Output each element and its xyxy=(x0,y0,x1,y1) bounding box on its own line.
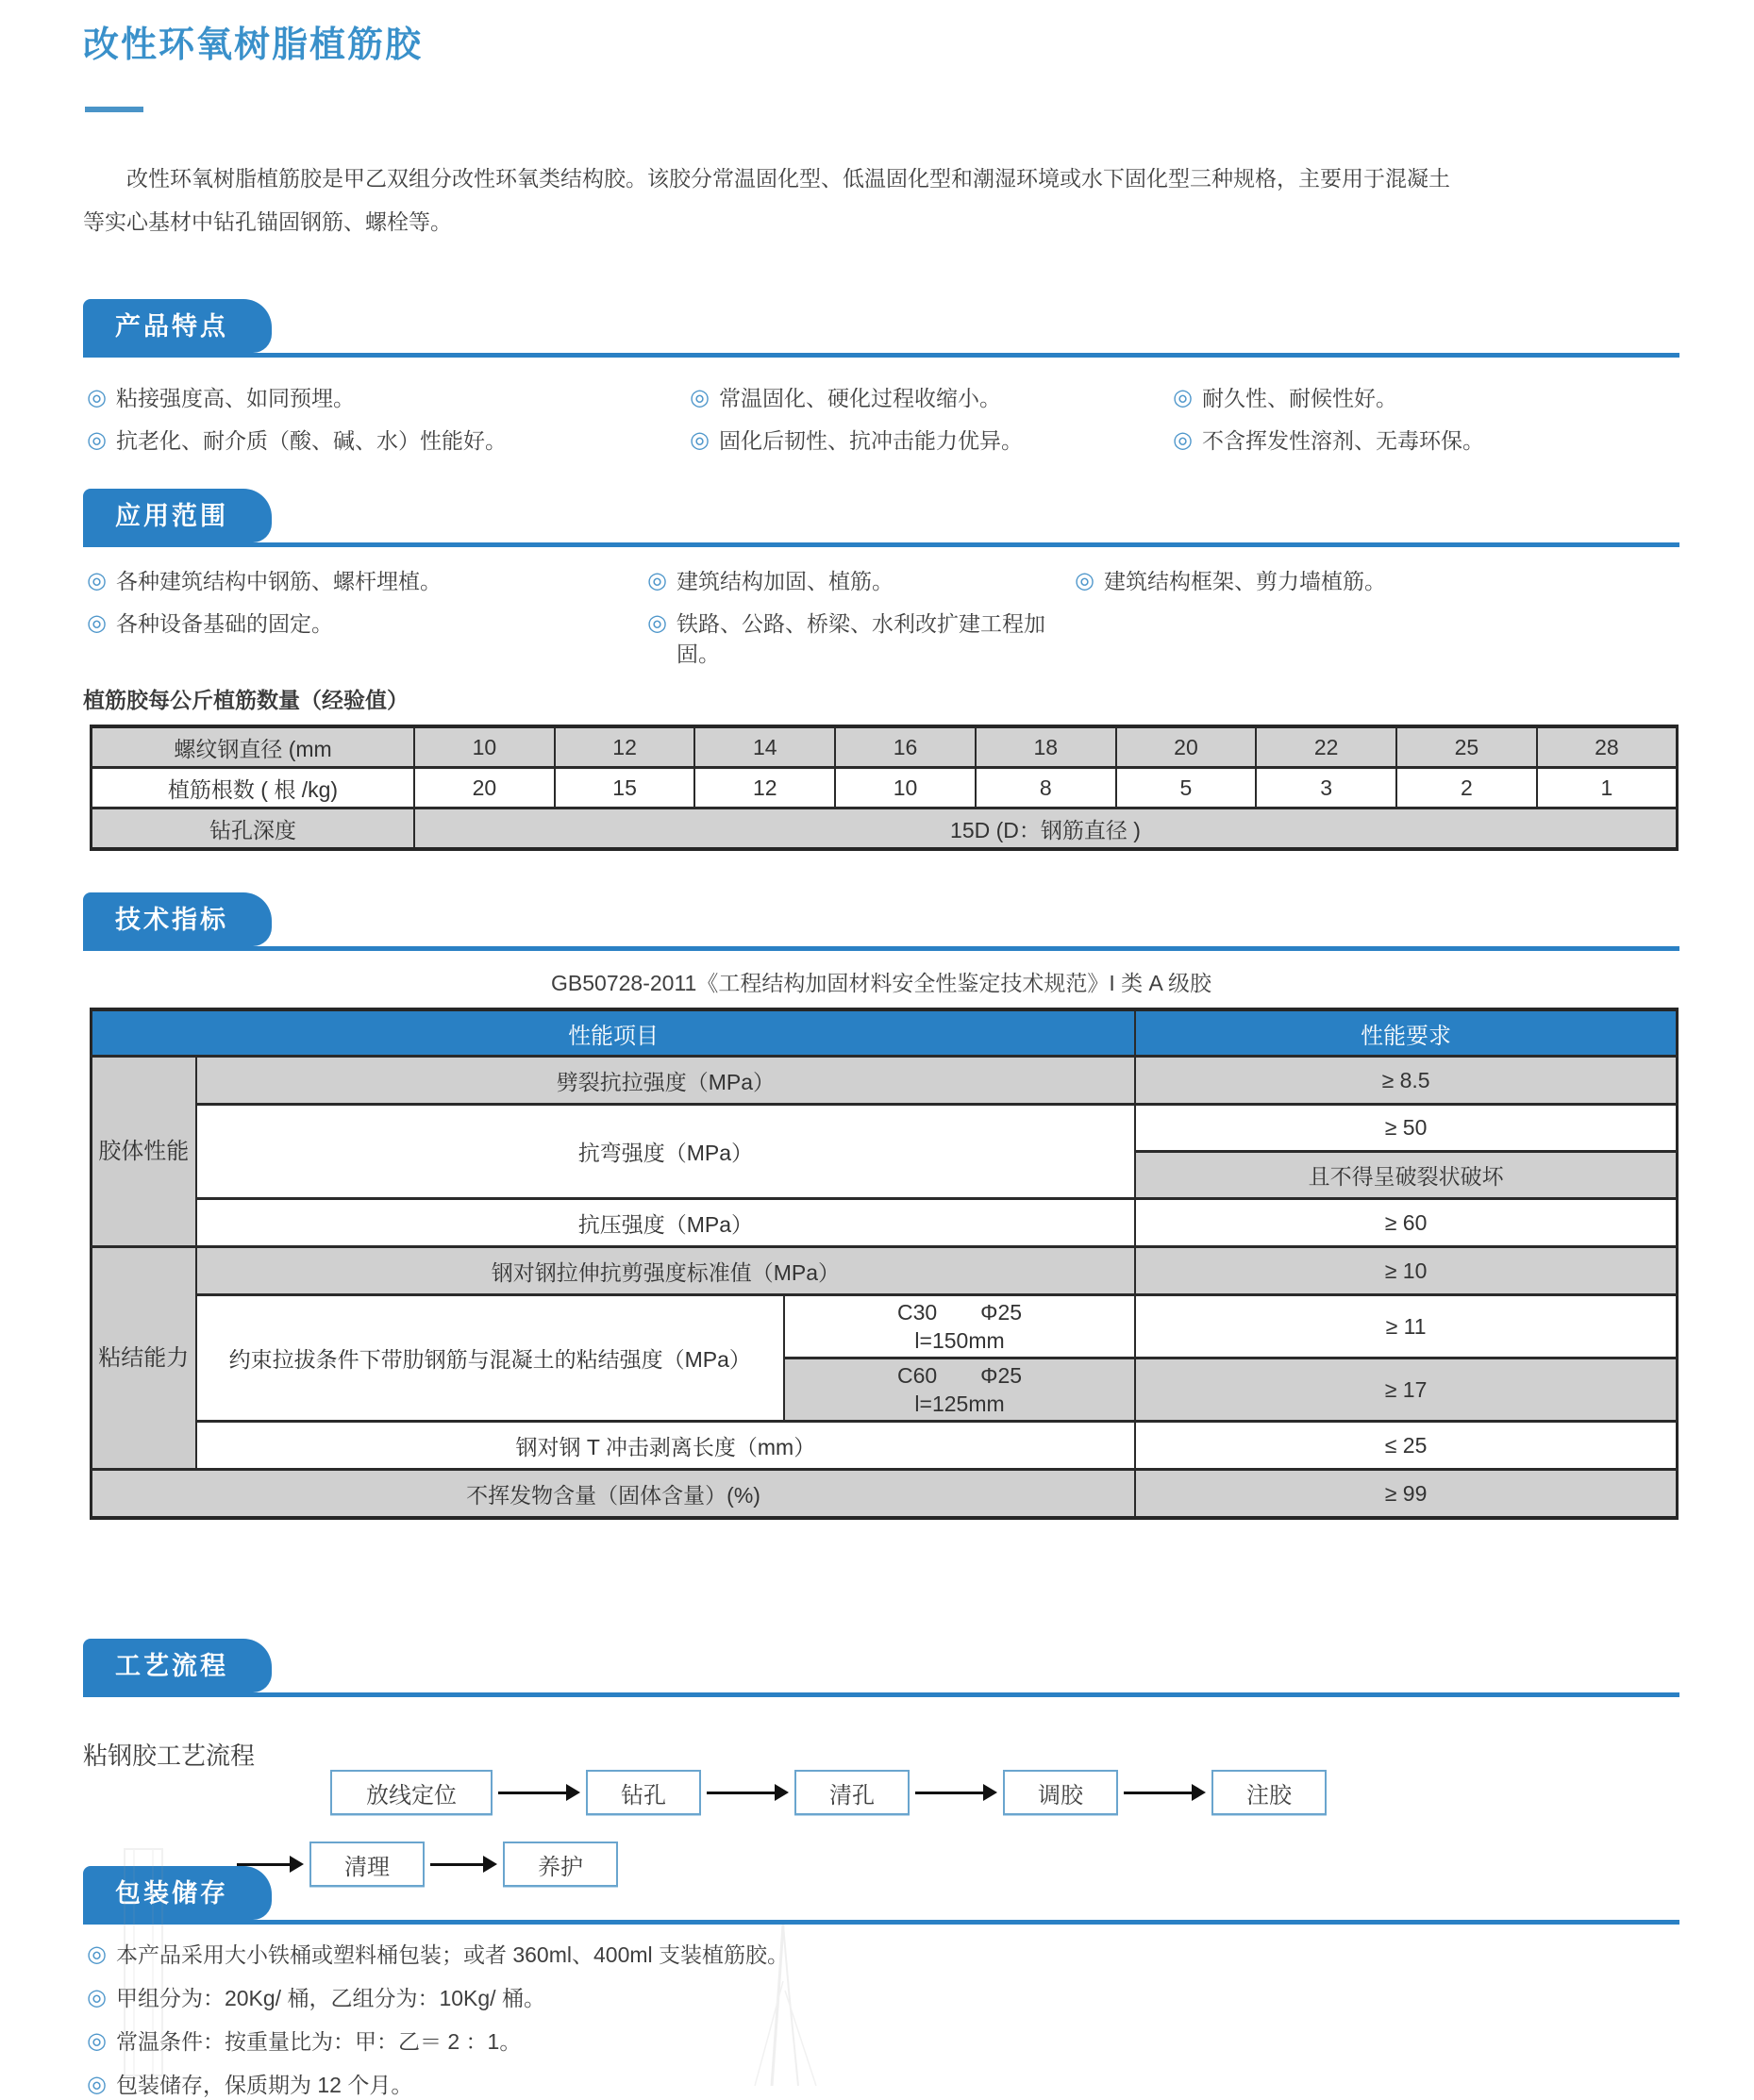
table-row xyxy=(92,1295,1678,1358)
list-item xyxy=(690,425,1173,456)
right-arrow-icon xyxy=(1124,1784,1206,1801)
requirement-cell: ≥ 99 xyxy=(1135,1470,1677,1519)
bullseye-bullet-icon: ◎ xyxy=(1173,385,1193,410)
cell: 5 xyxy=(1116,768,1257,808)
requirement-cell: ≤ 25 xyxy=(1135,1422,1677,1470)
bullseye-bullet-icon: ◎ xyxy=(647,610,667,636)
condition-cell xyxy=(784,1358,1135,1422)
cell: 12 xyxy=(694,768,835,808)
group-label: 胶体性能 xyxy=(92,1057,196,1247)
bullseye-bullet-icon: ◎ xyxy=(87,610,107,636)
bullseye-bullet-icon: ◎ xyxy=(87,568,107,593)
table-row xyxy=(92,1470,1678,1519)
rebar-table-caption: 植筋胶每公斤植筋数量（经验值） xyxy=(83,688,409,712)
bullseye-bullet-icon: ◎ xyxy=(87,2028,107,2054)
list-item xyxy=(647,608,1075,669)
bullseye-bullet-icon: ◎ xyxy=(690,427,710,453)
list-item xyxy=(87,566,647,596)
bullseye-bullet-icon: ◎ xyxy=(1173,427,1193,453)
cell: 20 xyxy=(1116,726,1257,768)
features-list xyxy=(87,383,1691,456)
packaging-text: 甲组分为：20Kg/ 桶，乙组分为：10Kg/ 桶。 xyxy=(115,1986,545,2010)
cell: 1 xyxy=(1537,768,1678,808)
application-text: 建筑结构加固、植筋。 xyxy=(676,569,894,593)
page-title: 改性环氧树脂植筋胶 xyxy=(83,25,424,65)
cell: 25 xyxy=(1396,726,1537,768)
cell: 12 xyxy=(555,726,695,768)
cell: 8 xyxy=(976,768,1116,808)
feature-text: 常温固化、硬化过程收缩小。 xyxy=(718,386,1001,410)
section-header-tech xyxy=(83,892,1679,951)
intro-line-2: 等实心基材中钻孔锚固钢筋、螺栓等。 xyxy=(83,209,452,234)
feature-text: 固化后韧性、抗冲击能力优异。 xyxy=(718,428,1023,453)
section-header-applications xyxy=(83,489,1679,547)
flow-step-box: 清理 xyxy=(309,1842,425,1887)
property-cell: 抗弯强度（MPa） xyxy=(196,1105,1136,1199)
list-item xyxy=(87,608,647,669)
applications-list xyxy=(87,566,1691,669)
list-item xyxy=(87,383,690,413)
requirement-cell: ≥ 50 xyxy=(1135,1105,1677,1152)
flow-step-box: 放线定位 xyxy=(330,1770,493,1815)
process-flow-row-1 xyxy=(330,1770,1327,1815)
requirement-cell: ≥ 60 xyxy=(1135,1199,1677,1247)
property-cell: 钢对钢拉伸抗剪强度标准值（MPa） xyxy=(196,1247,1136,1295)
flow-step-box: 钻孔 xyxy=(586,1770,701,1815)
packaging-heading-badge: 包装储存 xyxy=(83,1866,272,1920)
cell: 10 xyxy=(835,768,976,808)
property-cell: 钢对钢 T 冲击剥离长度（mm） xyxy=(196,1422,1136,1470)
flow-step-box: 清孔 xyxy=(794,1770,910,1815)
requirement-cell: ≥ 10 xyxy=(1135,1247,1677,1295)
packaging-text: 包装储存，保质期为 12 个月。 xyxy=(115,2073,413,2097)
bullseye-bullet-icon: ◎ xyxy=(87,427,107,453)
applications-heading-badge: 应用范围 xyxy=(83,489,272,542)
requirement-cell: 且不得呈破裂状破坏 xyxy=(1135,1152,1677,1199)
cell: 14 xyxy=(694,726,835,768)
cell: 2 xyxy=(1396,768,1537,808)
rebar-quantity-table xyxy=(90,725,1679,851)
merged-cell: 15D (D：钢筋直径 ) xyxy=(414,808,1678,850)
section-header-features xyxy=(83,299,1679,358)
requirement-cell: ≥ 8.5 xyxy=(1135,1057,1677,1105)
property-cell: 劈裂抗拉强度（MPa） xyxy=(196,1057,1136,1105)
table-row xyxy=(92,1247,1678,1295)
packaging-list xyxy=(87,1940,1691,2100)
condition-length: l=125mm xyxy=(914,1392,1005,1416)
tech-heading-badge: 技术指标 xyxy=(83,892,272,946)
table-header-row xyxy=(92,1009,1678,1057)
condition-diameter: Φ25 xyxy=(980,1363,1023,1388)
application-text: 建筑结构框架、剪力墙植筋。 xyxy=(1103,569,1386,593)
cell: 18 xyxy=(976,726,1116,768)
bullseye-bullet-icon: ◎ xyxy=(87,1942,107,1967)
list-item xyxy=(87,1983,1691,2013)
flow-step-box: 注胶 xyxy=(1211,1770,1327,1815)
header-cell: 性能要求 xyxy=(1135,1009,1677,1057)
property-cell: 不挥发物含量（固体含量）(%) xyxy=(92,1470,1136,1519)
condition-grade: C60 xyxy=(896,1363,938,1388)
feature-text: 耐久性、耐候性好。 xyxy=(1201,386,1397,410)
feature-text: 粘接强度高、如同预埋。 xyxy=(115,386,355,410)
table-row xyxy=(92,1199,1678,1247)
process-heading-badge: 工艺流程 xyxy=(83,1639,272,1692)
application-text: 各种建筑结构中钢筋、螺杆埋植。 xyxy=(115,569,442,593)
cell: 3 xyxy=(1256,768,1396,808)
right-arrow-icon xyxy=(915,1784,997,1801)
list-item xyxy=(87,2070,1691,2100)
cell: 28 xyxy=(1537,726,1678,768)
property-cell: 约束拉拔条件下带肋钢筋与混凝土的粘结强度（MPa） xyxy=(196,1295,784,1422)
cell: 16 xyxy=(835,726,976,768)
packaging-text: 常温条件：按重量比为：甲：乙＝ 2 ：1。 xyxy=(115,2029,522,2054)
bullseye-bullet-icon: ◎ xyxy=(87,385,107,410)
header-cell: 性能项目 xyxy=(92,1009,1136,1057)
group-label: 粘结能力 xyxy=(92,1247,196,1470)
features-heading-badge: 产品特点 xyxy=(83,299,272,353)
application-text: 各种设备基础的固定。 xyxy=(115,611,333,636)
table-row xyxy=(92,1057,1678,1105)
list-item xyxy=(87,425,690,456)
list-item xyxy=(1075,566,1691,596)
list-item xyxy=(87,2026,1691,2057)
list-item xyxy=(647,566,1075,596)
feature-text: 不含挥发性溶剂、无毒环保。 xyxy=(1201,428,1484,453)
table-row xyxy=(92,1105,1678,1152)
cell: 20 xyxy=(414,768,555,808)
right-arrow-icon xyxy=(707,1784,789,1801)
condition-grade: C30 xyxy=(896,1300,938,1325)
bullseye-bullet-icon: ◎ xyxy=(690,385,710,410)
feature-text: 抗老化、耐介质（酸、碱、水）性能好。 xyxy=(115,428,507,453)
table-row xyxy=(92,768,1678,808)
property-cell: 抗压强度（MPa） xyxy=(196,1199,1136,1247)
list-item xyxy=(87,1940,1691,1970)
bullseye-bullet-icon: ◎ xyxy=(1075,568,1094,593)
cell: 22 xyxy=(1256,726,1396,768)
requirement-cell: ≥ 17 xyxy=(1135,1358,1677,1422)
list-item xyxy=(690,383,1173,413)
section-header-packaging xyxy=(83,1866,1679,1925)
tech-spec-table xyxy=(90,1008,1679,1520)
table-row xyxy=(92,1422,1678,1470)
condition-length: l=150mm xyxy=(914,1328,1005,1353)
application-text: 铁路、公路、桥梁、水利改扩建工程加固。 xyxy=(676,611,1045,666)
cell: 10 xyxy=(414,726,555,768)
flow-step-box: 养护 xyxy=(503,1842,618,1887)
table-row xyxy=(92,808,1678,850)
right-arrow-icon xyxy=(498,1784,580,1801)
list-item xyxy=(1173,425,1691,456)
process-subtitle: 粘钢胶工艺流程 xyxy=(83,1742,256,1770)
bullseye-bullet-icon: ◎ xyxy=(87,2072,107,2097)
cell: 15 xyxy=(555,768,695,808)
row-label: 钻孔深度 xyxy=(92,808,415,850)
requirement-cell: ≥ 11 xyxy=(1135,1295,1677,1358)
packaging-text: 本产品采用大小铁桶或塑料桶包装；或者 360ml、400ml 支装植筋胶。 xyxy=(115,1942,790,1967)
section-header-process xyxy=(83,1639,1679,1697)
flow-step-box: 调胶 xyxy=(1003,1770,1118,1815)
row-label: 植筋根数 ( 根 /kg) xyxy=(92,768,415,808)
title-underline xyxy=(85,107,143,112)
row-label: 螺纹钢直径 (mm xyxy=(92,726,415,768)
list-item xyxy=(1173,383,1691,413)
table-row xyxy=(92,726,1678,768)
condition-diameter: Φ25 xyxy=(980,1300,1023,1325)
intro-line-1: 改性环氧树脂植筋胶是甲乙双组分改性环氧类结构胶。该胶分常温固化型、低温固化型和潮湿环境或水下固化型三种规格，主要用于混凝土 xyxy=(126,166,1450,191)
bullseye-bullet-icon: ◎ xyxy=(647,568,667,593)
standard-note: GB50728-2011《工程结构加固材料安全性鉴定技术规范》I 类 A 级胶 xyxy=(551,971,1211,995)
condition-cell xyxy=(784,1295,1135,1358)
bullseye-bullet-icon: ◎ xyxy=(87,1985,107,2010)
intro-paragraph xyxy=(83,157,1679,243)
